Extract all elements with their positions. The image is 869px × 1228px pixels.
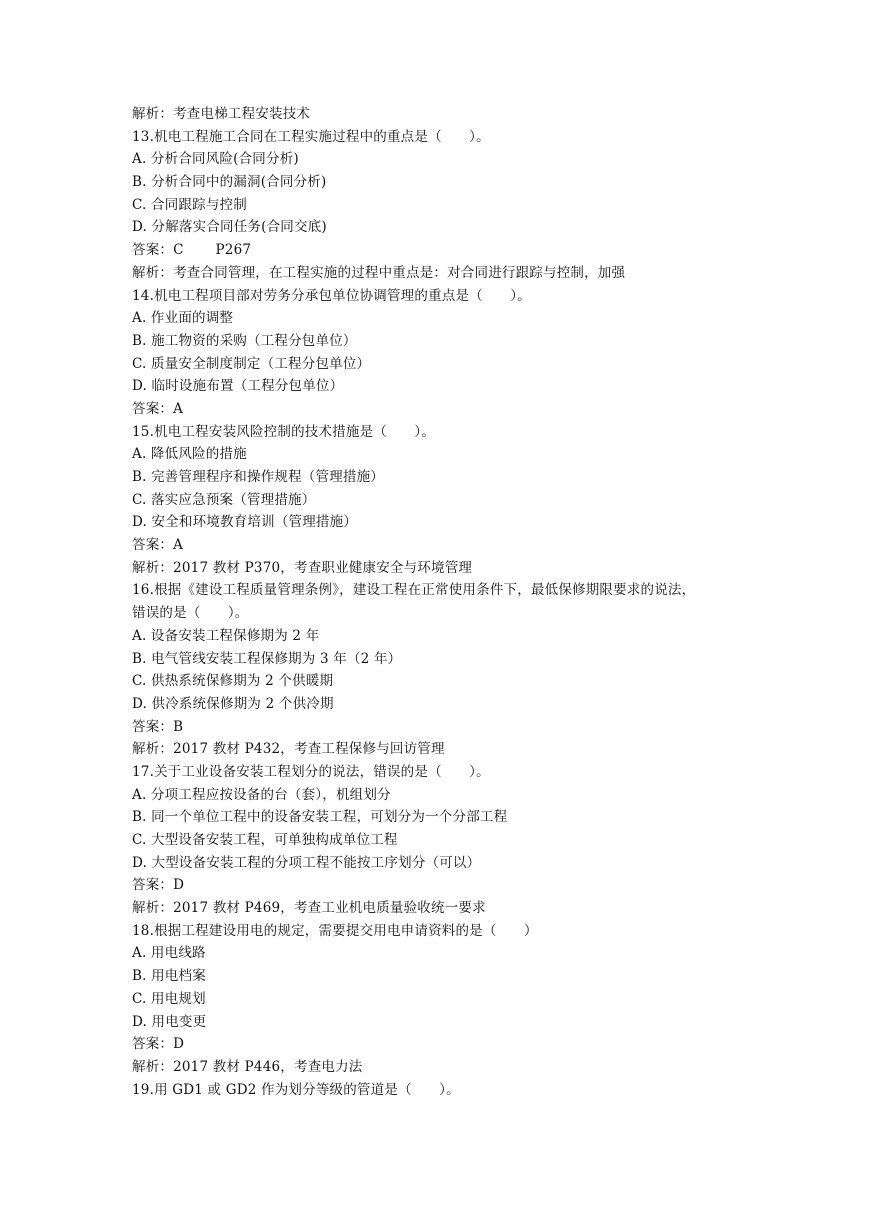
option-line: D. 供冷系统保修期为 2 个供冷期 xyxy=(132,695,334,712)
option-line: C. 供热系统保修期为 2 个供暖期 xyxy=(132,673,334,690)
option-line: B. 电气管线安装工程保修期为 3 年（2 年） xyxy=(132,650,402,667)
option-line: C. 用电规划 xyxy=(132,990,206,1007)
text-line: 错误的是（ ）。 xyxy=(132,605,249,622)
answer-line: 答案：B xyxy=(132,718,184,735)
option-line: D. 用电变更 xyxy=(132,1013,207,1030)
question-line: 13.机电工程施工合同在工程实施过程中的重点是（ ）。 xyxy=(132,128,490,145)
option-line: C. 质量安全制度制定（工程分包单位） xyxy=(132,355,371,372)
answer-line: 答案：D xyxy=(132,877,185,894)
option-line: B. 分析合同中的漏洞(合同分析) xyxy=(132,174,327,191)
explanation-line: 解析：考查合同管理，在工程实施的过程中重点是：对合同进行跟踪与控制，加强 xyxy=(132,264,626,281)
document-body xyxy=(132,103,772,1101)
option-line: B. 用电档案 xyxy=(132,968,206,985)
question-line: 19.用 GD1 或 GD2 作为划分等级的管道是（ ）。 xyxy=(132,1081,460,1098)
explanation-line: 解析：2017 教材 P370，考查职业健康安全与环境管理 xyxy=(132,559,473,576)
question-line: 14.机电工程项目部对劳务分承包单位协调管理的重点是（ ）。 xyxy=(132,287,531,304)
option-line: C. 大型设备安装工程，可单独构成单位工程 xyxy=(132,832,398,848)
answer-line: 答案：D xyxy=(132,1036,185,1053)
explanation-line: 解析：考查电梯工程安装技术 xyxy=(132,106,311,122)
option-line: B. 施工物资的采购（工程分包单位） xyxy=(132,332,357,349)
option-line: D. 安全和环境教育培训（管理措施） xyxy=(132,514,358,531)
option-line: D. 临时设施布置（工程分包单位） xyxy=(132,378,344,395)
answer-line: 答案：A xyxy=(132,537,184,554)
option-line: A. 作业面的调整 xyxy=(132,310,234,327)
question-line: 17.关于工业设备安装工程划分的说法，错误的是（ ）。 xyxy=(132,763,490,780)
option-line: A. 用电线路 xyxy=(132,945,206,962)
explanation-line: 解析：2017 教材 P469，考查工业机电质量验收统一要求 xyxy=(132,900,486,917)
explanation-line: 解析：2017 教材 P446，考查电力法 xyxy=(132,1058,363,1075)
option-line: B. 完善管理程序和操作规程（管理措施） xyxy=(132,469,385,485)
option-line: C. 合同跟踪与控制 xyxy=(132,196,247,213)
question-line: 18.根据工程建设用电的规定，需要提交用电申请资料的是（ ） xyxy=(132,922,538,939)
option-line: C. 落实应急预案（管理措施） xyxy=(132,491,316,508)
option-line: A. 降低风险的措施 xyxy=(132,446,247,463)
explanation-line: 解析：2017 教材 P432，考查工程保修与回访管理 xyxy=(132,741,445,758)
option-line: A. 分项工程应按设备的台（套），机组划分 xyxy=(132,786,391,803)
option-line: B. 同一个单位工程中的设备安装工程，可划分为一个分部工程 xyxy=(132,809,508,826)
question-line: 16.根据《建设工程质量管理条例》，建设工程在正常使用条件下，最低保修期限要求的说法， xyxy=(132,582,696,599)
option-line: A. 设备安装工程保修期为 2 年 xyxy=(132,627,320,644)
question-line: 15.机电工程安装风险控制的技术措施是（ ）。 xyxy=(132,423,436,440)
answer-line: 答案：C P267 xyxy=(132,242,252,259)
option-line: D. 分解落实合同任务(合同交底) xyxy=(132,219,327,236)
answer-line: 答案：A xyxy=(132,400,184,417)
option-line: D. 大型设备安装工程的分项工程不能按工序划分（可以） xyxy=(132,854,481,871)
option-line: A. 分析合同风险(合同分析) xyxy=(132,151,299,168)
